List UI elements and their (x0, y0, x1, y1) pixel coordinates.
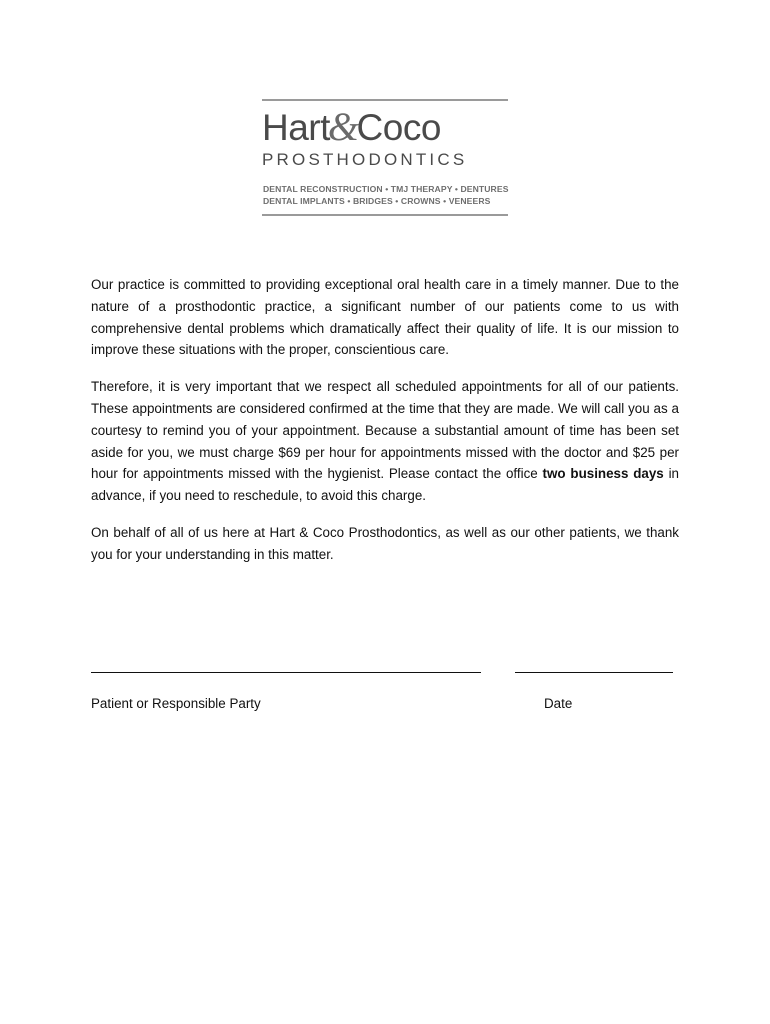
policy-notice-period: two business days (542, 466, 664, 482)
letter-body (91, 274, 679, 581)
signature-line-date[interactable] (515, 672, 673, 673)
logo-name-coco: Coco (356, 107, 441, 148)
policy-text-before: Therefore, it is very important that we respect all scheduled appointments for all of our patients. These appointments are considered confirmed at the time that they are made. We will call you as a courtesy to remind you of your appointment. Because a substantial amount of time has been set aside for you, we must charge $69 per hour for appointments missed with the doctor and $25 per hour for appointments missed with the hygienist. Please contact the office (91, 379, 679, 482)
signature-label-date: Date (544, 696, 573, 711)
signature-label-party: Patient or Responsible Party (91, 696, 261, 711)
logo-bottom-rule (262, 214, 508, 216)
paragraph-appointment-policy (91, 376, 679, 507)
logo-name-hart: Hart (262, 107, 330, 148)
practice-logo (262, 97, 508, 219)
signature-line-party[interactable] (91, 672, 481, 673)
logo-ampersand: & (327, 104, 359, 149)
logo-wordmark (262, 104, 508, 149)
paragraph-commitment: Our practice is committed to providing exceptional oral health care in a timely manner. Due to the nature of a prosthodontic practice, a significant number of our patients come to us with comprehensive dental problems which dramatically affect their quality of life. It is our mission to improve these situations with the proper, conscientious care. (91, 277, 679, 358)
paragraph-thanks: On behalf of all of us here at Hart & Coco Prosthodontics, as well as our other patients, we thank you for your understanding in this matter. (91, 524, 679, 562)
logo-services-line-1: DENTAL RECONSTRUCTION • TMJ THERAPY • DENTURES (263, 184, 509, 194)
logo-top-rule (262, 99, 508, 101)
policy-text-after: in advance, if you need to reschedule, to avoid this charge. (91, 466, 679, 504)
logo-subtitle: PROSTHODONTICS (262, 150, 468, 169)
logo-services-line-2: DENTAL IMPLANTS • BRIDGES • CROWNS • VENEERS (263, 196, 491, 206)
